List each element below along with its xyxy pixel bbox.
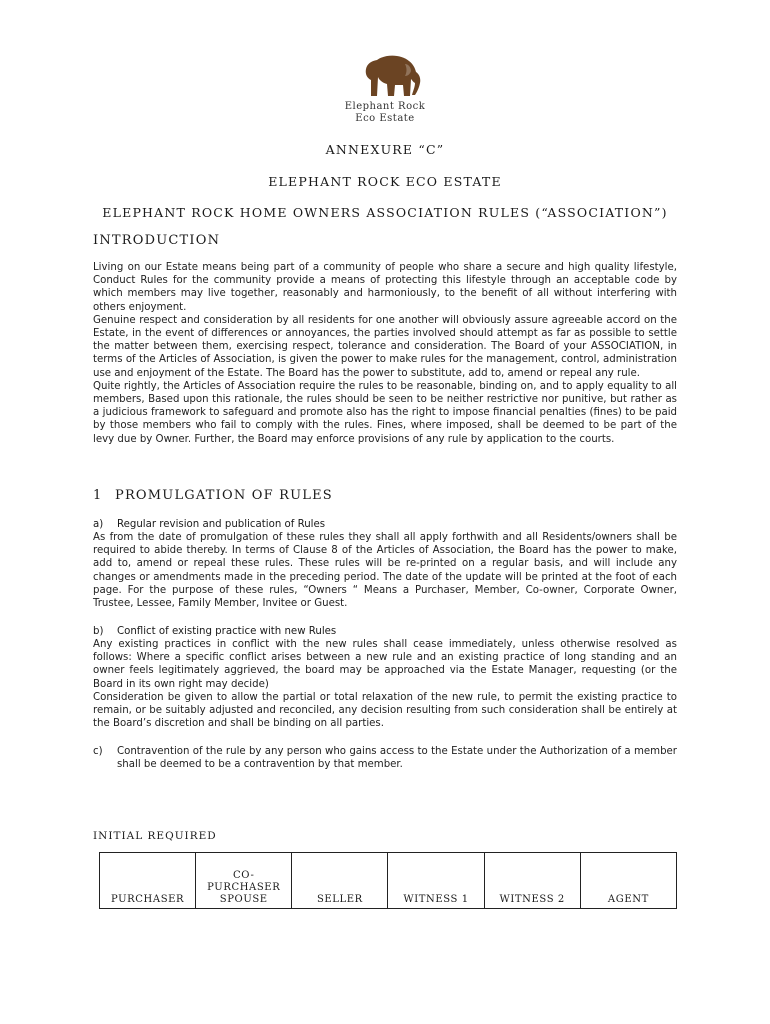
intro-paragraph-3: Quite rightly, the Articles of Association require the rules to be reasonable, binding on, and to apply equality to all members, Based upon this rationale, the rules should be seen to be neither restrictive nor punitive, but rather as a judicious framework to safeguard and promote also has the right to impose financial penalties (fines) to be paid by those members who fail to comply with the rules. Fines, where imposed, shall be deemed to be part of the levy due by Owner. Further, the Board may enforce provisions of any rule by application to the courts. bbox=[93, 380, 677, 445]
introduction-body bbox=[93, 261, 677, 446]
initial-cell-seller[interactable]: SELLER bbox=[292, 853, 388, 909]
rule-c-label: c) bbox=[93, 746, 103, 757]
rule-b-text-2: Consideration be given to allow the partial or total relaxation of the new rule, to permit the existing practice to remain, or be suitably adjusted and reconciled, any decision resulting from such consideration shall be entirely at the Board’s discretion and shall be binding on all parties. bbox=[93, 691, 677, 730]
initial-required-label: INITIAL REQUIRED bbox=[93, 830, 217, 842]
initial-cell-witness-1[interactable]: WITNESS 1 bbox=[388, 853, 484, 909]
rule-b-body bbox=[93, 638, 677, 730]
initials-row bbox=[100, 853, 677, 909]
initial-cell-purchaser[interactable]: PURCHASER bbox=[100, 853, 196, 909]
section-1-heading bbox=[93, 488, 333, 503]
rules-title: ELEPHANT ROCK HOME OWNERS ASSOCIATION RULES (“ASSOCIATION”) bbox=[102, 205, 668, 220]
elephant-icon bbox=[355, 52, 425, 100]
logo-name: Elephant Rock bbox=[344, 101, 426, 112]
initials-table bbox=[99, 852, 677, 909]
section-number: 1 bbox=[93, 488, 103, 503]
intro-paragraph-2: Genuine respect and consideration by all residents for one another will obviously assure agreeable accord on the Estate, in the event of differences or annoyances, the parties involved should attempt as far as possible to settle the matter between them, exercising respect, tolerance and consideration. The Board of your ASSOCIATION, in terms of the Articles of Association, is given the power to make rules for the management, control, administration use and enjoyment of the Estate. The Board has the power to substitute, add to, amend or repeal any rule. bbox=[93, 314, 677, 379]
section-title: PROMULGATION OF RULES bbox=[115, 488, 333, 503]
rule-a-heading: Regular revision and publication of Rules bbox=[117, 519, 326, 530]
rule-c-text: Contravention of the rule by any person who gains access to the Estate under the Authorization of a member shall be deemed to be a contravention by that member. bbox=[117, 746, 677, 771]
annexure-title: ANNEXURE “C” bbox=[325, 142, 445, 157]
estate-title: ELEPHANT ROCK ECO ESTATE bbox=[268, 174, 502, 189]
rule-b-label: b) bbox=[93, 626, 104, 637]
intro-paragraph-1: Living on our Estate means being part of a community of people who share a secure and high quality lifestyle, Conduct Rules for the community provide a means of protecting this lifestyle through an acceptable code by which members may live together, reasonably and harmoniously, to the benefit of all without interfering with others enjoyment. bbox=[93, 262, 677, 313]
logo-subname: Eco Estate bbox=[355, 113, 415, 124]
rule-b-heading: Conflict of existing practice with new Rules bbox=[117, 626, 337, 637]
initial-cell-co-purchaser[interactable]: CO-PURCHASER SPOUSE bbox=[196, 853, 292, 909]
introduction-heading: INTRODUCTION bbox=[93, 233, 221, 248]
rule-b-title bbox=[93, 625, 677, 638]
initial-cell-witness-2[interactable]: WITNESS 2 bbox=[484, 853, 580, 909]
rule-b-text-1: Any existing practices in conflict with the new rules shall cease immediately, unless otherwise resolved as follows: Where a specific conflict arises between a new rule and an existing practice of long standing and an owner feels legitimately aggrieved, the board may be approached via the Estate Manager, requesting (or the Board in its own right may decide) bbox=[93, 639, 677, 690]
rule-a-label: a) bbox=[93, 519, 104, 530]
rule-a-title bbox=[93, 518, 677, 531]
initial-cell-agent[interactable]: AGENT bbox=[580, 853, 676, 909]
rule-a-text: As from the date of promulgation of these rules they shall all apply forthwith and all Residents/owners shall be required to abide thereby. In terms of Clause 8 of the Articles of Association, the Board has the power to make, add to, amend or repeal these rules. These rules will be re-printed on a regular basis, and will include any changes or amendments made in the preceding period. The date of the update will be printed at the foot of each page. For the purpose of these rules, “Owners “ Means a Purchaser, Member, Co-owner, Corporate Owner, Trustee, Lessee, Family Member, Invitee or Guest. bbox=[93, 532, 677, 610]
